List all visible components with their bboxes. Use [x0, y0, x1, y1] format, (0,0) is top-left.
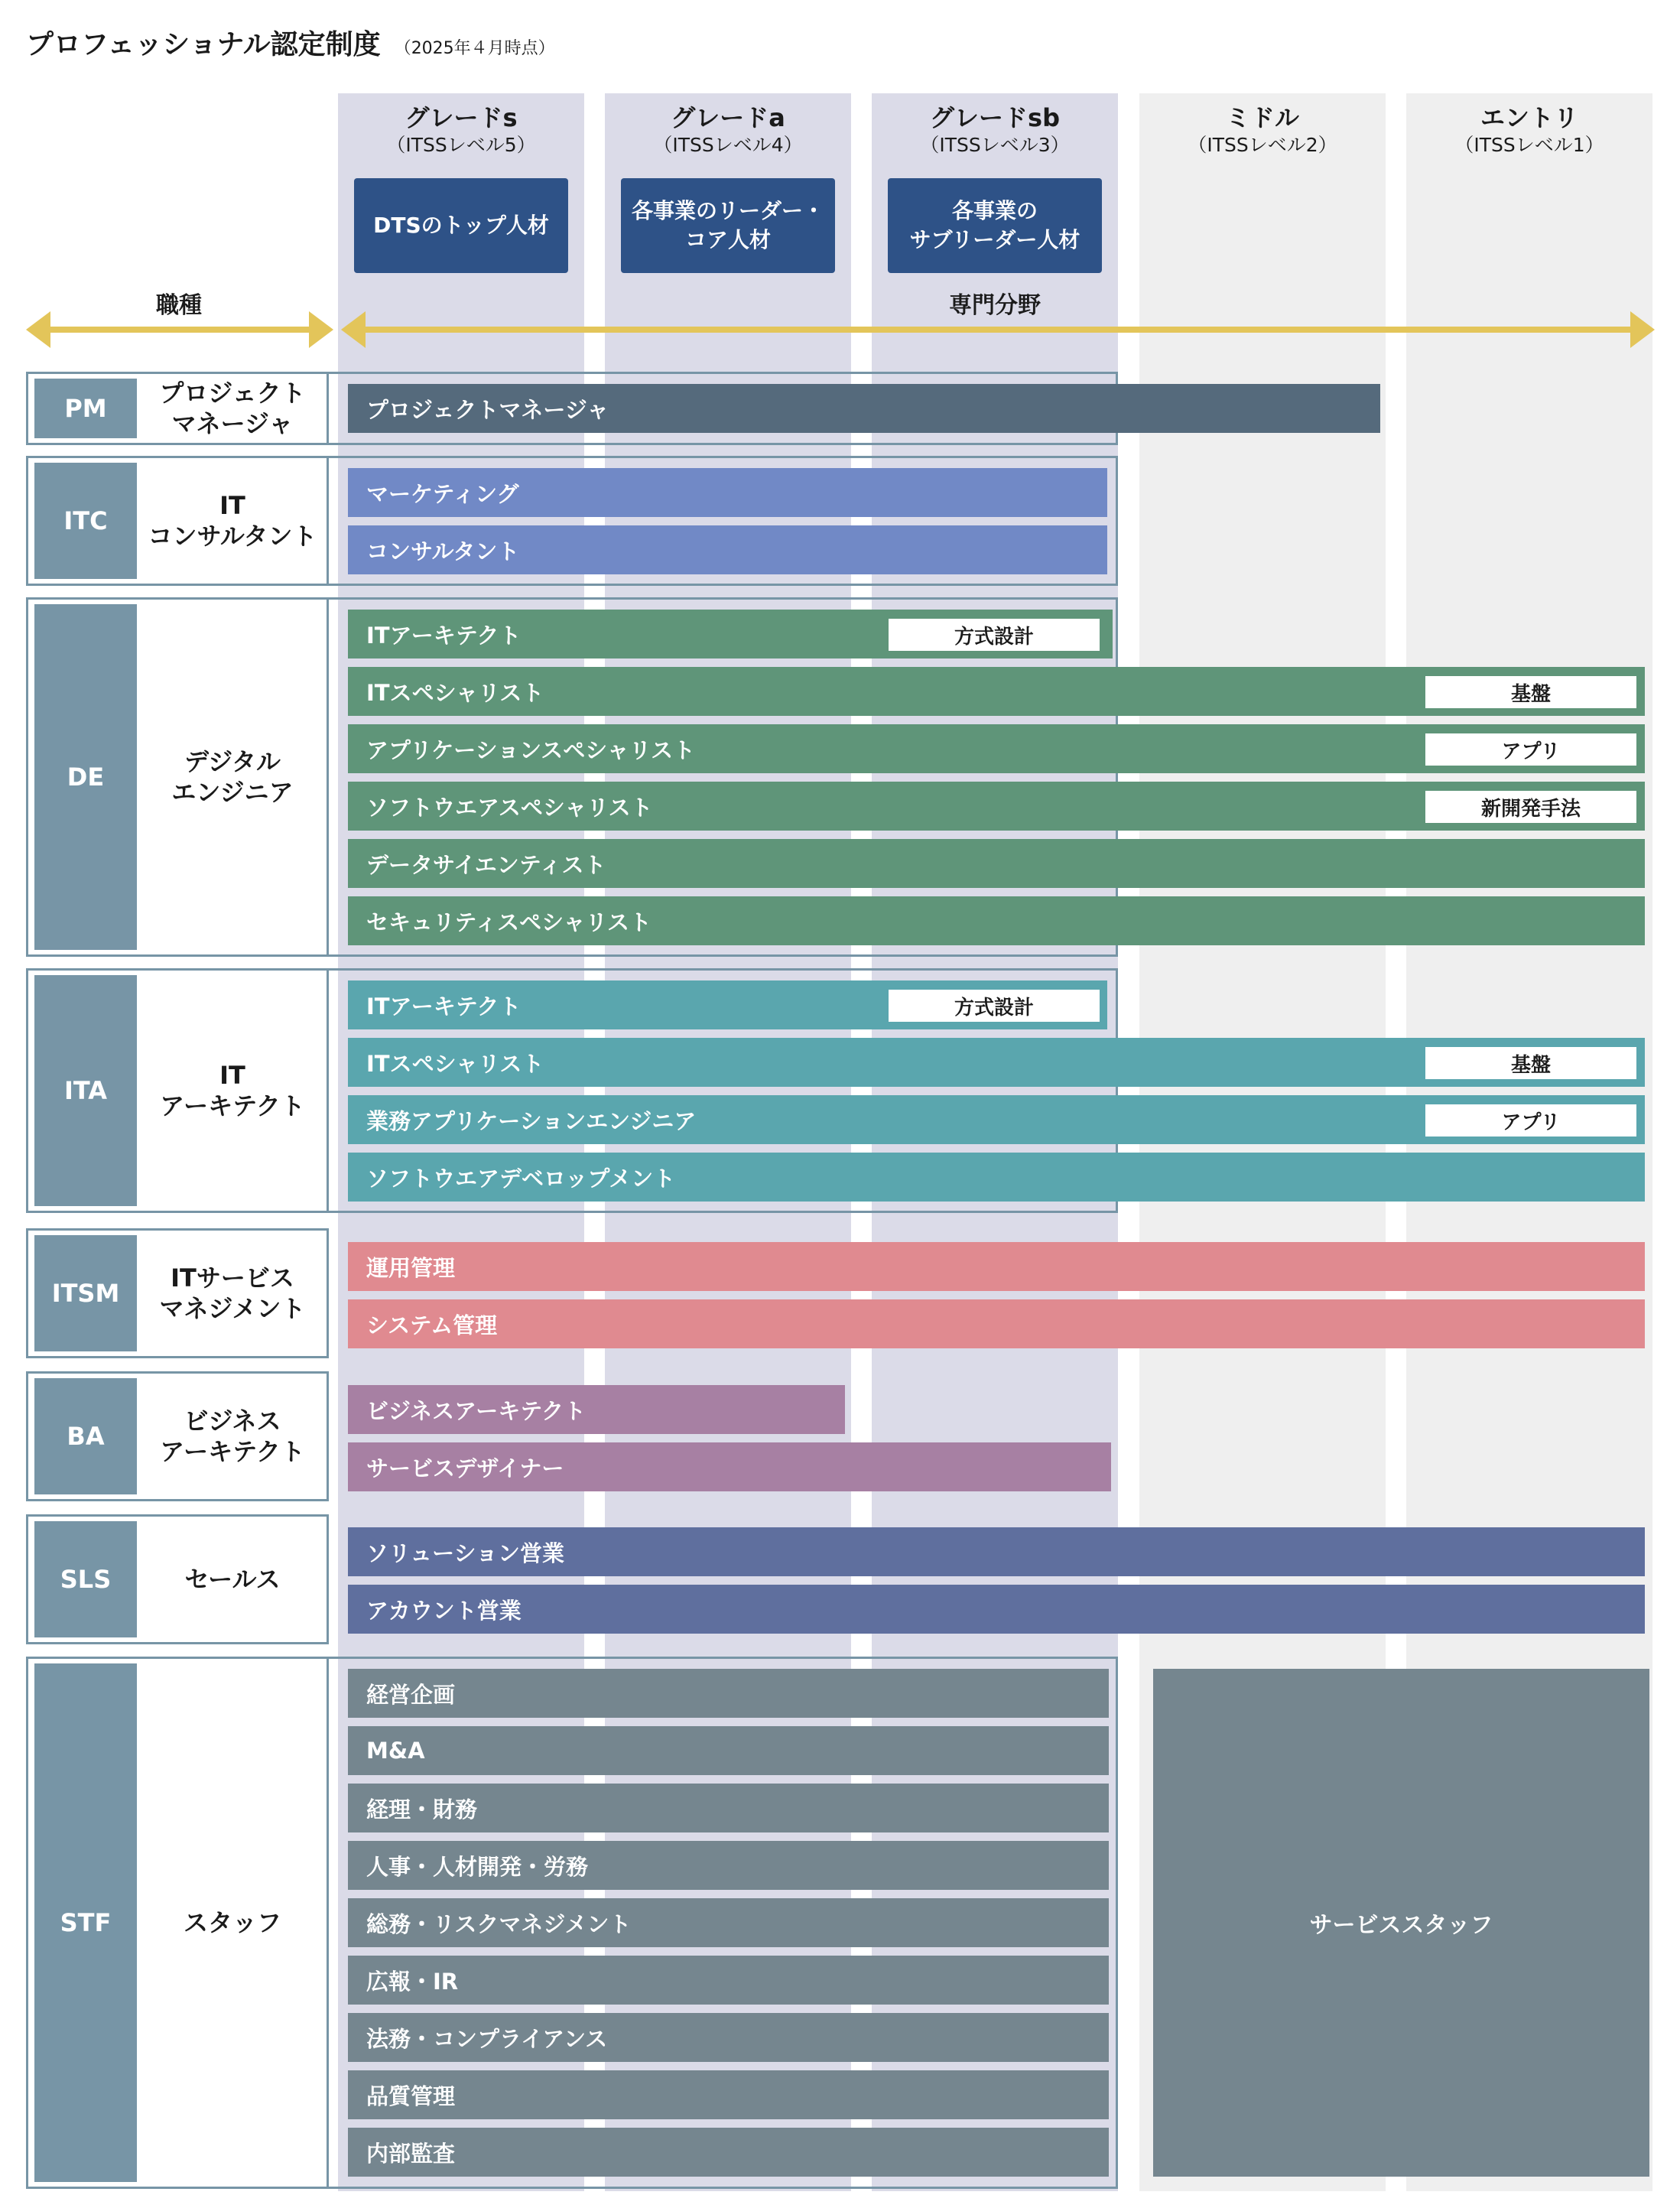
group-name-line: アーキテクト: [160, 1091, 305, 1120]
role-tag: 方式設計: [889, 990, 1100, 1022]
group-code-pm: PM: [34, 379, 137, 438]
role-bar: [348, 896, 1645, 945]
role-tag: アプリ: [1425, 733, 1636, 766]
column-name: ミドル: [1225, 103, 1299, 132]
group-name-line: スタッフ: [183, 1908, 281, 1937]
service-staff-label: サービススタッフ: [1309, 1912, 1493, 1939]
grade-desc-line: DTSのトップ人材: [373, 213, 549, 238]
column-level: （ITSSレベル4）: [653, 134, 803, 156]
group-name-line: アーキテクト: [160, 1437, 305, 1466]
group-name-itc: [137, 456, 328, 586]
group-name-sls: [137, 1514, 328, 1644]
group-name-line: デジタル: [184, 747, 281, 776]
group-code-sls: SLS: [34, 1521, 137, 1637]
role-bar: [348, 2013, 1109, 2062]
column-level: （ITSSレベル1）: [1454, 134, 1604, 156]
group-name-de: [137, 597, 328, 957]
role-tag: 基盤: [1425, 1047, 1636, 1079]
column-name: グレードsb: [930, 103, 1060, 132]
role-label: ITスペシャリスト: [366, 1050, 544, 1077]
arrow-label-job-type: 職種: [156, 292, 202, 319]
group-name-line: コンサルタント: [148, 522, 317, 551]
group-name-line: エンジニア: [171, 778, 294, 807]
group-code-stf: STF: [34, 1663, 137, 2182]
group-name-line: セールス: [184, 1565, 281, 1594]
role-label: ソフトウエアデベロップメント: [366, 1165, 676, 1192]
page-title-text: プロフェッショナル認定制度: [26, 29, 381, 60]
role-label: 業務アプリケーションエンジニア: [366, 1107, 697, 1134]
arrow-job-type: [26, 311, 333, 348]
role-tag: 基盤: [1425, 676, 1636, 708]
group-name-itsm: [137, 1228, 328, 1358]
role-bar: [348, 1442, 1111, 1491]
group-name-line: IT: [219, 1061, 245, 1090]
role-label: マーケティング: [366, 480, 519, 507]
group-name-line: マネジメント: [159, 1294, 306, 1323]
role-bar: [348, 468, 1107, 517]
role-bar: [348, 1585, 1645, 1634]
grade-desc-line: 各事業の: [951, 198, 1038, 223]
role-bar: [348, 1956, 1109, 2005]
role-bar: [348, 1669, 1109, 1718]
role-label: 総務・リスクマネジメント: [366, 1910, 632, 1937]
role-label: ITアーキテクト: [366, 993, 522, 1019]
group-name-line: IT: [219, 491, 245, 520]
group-name-line: ITサービス: [171, 1263, 294, 1293]
role-label: 運用管理: [366, 1254, 456, 1281]
group-code-itsm: ITSM: [34, 1235, 137, 1351]
role-label: M&A: [366, 1738, 425, 1764]
role-label: 経理・財務: [366, 1796, 478, 1823]
role-bar: [348, 384, 1380, 433]
role-label: ソフトウエアスペシャリスト: [366, 794, 653, 821]
grade-desc-line: コア人材: [684, 227, 771, 252]
role-bar: [348, 525, 1107, 574]
column-level: （ITSSレベル5）: [386, 134, 536, 156]
role-tag: 方式設計: [889, 619, 1100, 651]
role-label: サービスデザイナー: [366, 1455, 564, 1481]
page-subtitle: （2025年４月時点）: [394, 39, 555, 58]
role-label: ITアーキテクト: [366, 622, 522, 649]
role-tag: 新開発手法: [1425, 791, 1636, 823]
role-label: ITスペシャリスト: [366, 679, 544, 706]
group-code-itc: ITC: [34, 463, 137, 579]
role-bar: [348, 1299, 1645, 1348]
role-bar: [348, 1153, 1645, 1202]
role-label: プロジェクトマネージャ: [366, 396, 609, 423]
role-label: システム管理: [366, 1312, 498, 1338]
role-label: アカウント営業: [366, 1597, 522, 1624]
group-name-ba: [137, 1371, 328, 1501]
group-name-line: ビジネス: [184, 1406, 281, 1436]
grade-desc-line: サブリーダー人材: [909, 227, 1080, 252]
role-bar: [348, 1527, 1645, 1576]
column-name: エントリ: [1480, 103, 1578, 132]
role-label: データサイエンティスト: [366, 851, 606, 878]
service-staff-box: [1153, 1669, 1649, 2177]
role-bar: [348, 1898, 1109, 1947]
role-bar: [348, 1385, 845, 1434]
group-name-ita: [137, 968, 328, 1213]
column-name: グレードa: [671, 103, 785, 132]
role-label: 経営企画: [366, 1681, 456, 1708]
column-level: （ITSSレベル3）: [920, 134, 1070, 156]
role-bar: [348, 1784, 1109, 1832]
group-name-line: プロジェクト: [159, 379, 306, 408]
group-name-line: マネージャ: [171, 409, 294, 438]
arrow-label-specialty: 専門分野: [949, 292, 1041, 319]
group-name-stf: [137, 1657, 328, 2189]
arrow-specialty: [341, 311, 1655, 348]
group-code-ita: ITA: [34, 975, 137, 1206]
role-label: アプリケーションスペシャリスト: [366, 737, 696, 763]
group-code-de: DE: [34, 604, 137, 950]
role-label: 法務・コンプライアンス: [366, 2025, 608, 2052]
role-label: セキュリティスペシャリスト: [366, 909, 652, 935]
grade-desc-line: 各事業のリーダー・: [631, 198, 824, 223]
column-name: グレードs: [405, 103, 518, 132]
role-bar: [348, 839, 1645, 888]
role-bar: [348, 2128, 1109, 2177]
role-label: 広報・IR: [366, 1968, 459, 1995]
role-label: 内部監査: [366, 2140, 456, 2167]
role-label: 品質管理: [366, 2083, 456, 2109]
role-label: ソリューション営業: [366, 1540, 564, 1566]
role-bar: [348, 2070, 1109, 2119]
role-bar: [348, 1726, 1109, 1775]
role-bar: [348, 1242, 1645, 1291]
arrows-svg: [0, 0, 1680, 359]
role-label: コンサルタント: [366, 538, 520, 564]
role-label: ビジネスアーキテクト: [366, 1397, 587, 1424]
role-bar: [348, 1841, 1109, 1890]
role-label: 人事・人材開発・労務: [366, 1853, 589, 1880]
group-name-pm: [137, 372, 328, 445]
role-tag: アプリ: [1425, 1104, 1636, 1137]
group-code-ba: BA: [34, 1378, 137, 1494]
column-level: （ITSSレベル2）: [1188, 134, 1337, 156]
